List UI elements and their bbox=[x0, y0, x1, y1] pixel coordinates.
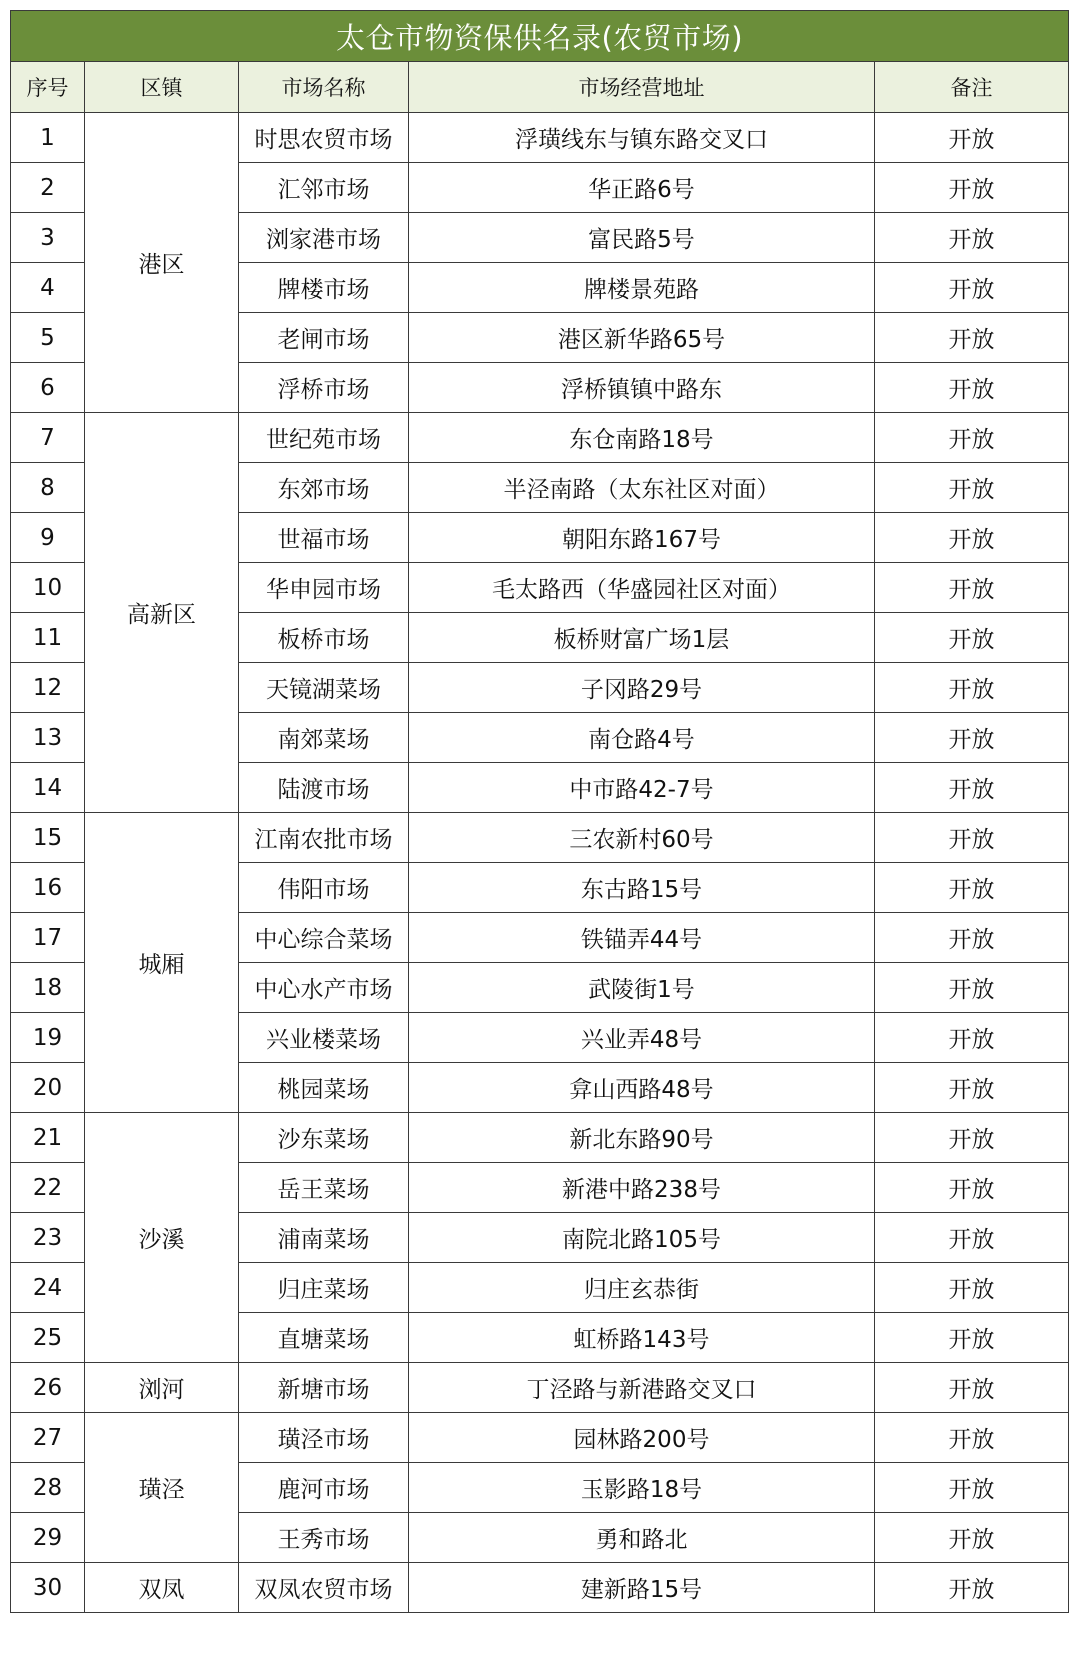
cell-address: 铁锚弄44号 bbox=[409, 913, 875, 963]
table-row bbox=[11, 1113, 1069, 1163]
cell-market-name: 东郊市场 bbox=[239, 463, 409, 513]
cell-market-name: 老闸市场 bbox=[239, 313, 409, 363]
cell-town: 璜泾 bbox=[85, 1413, 239, 1563]
cell-market-name: 岳王菜场 bbox=[239, 1163, 409, 1213]
cell-market-name: 桃园菜场 bbox=[239, 1063, 409, 1113]
market-directory-sheet bbox=[10, 10, 1068, 1613]
cell-address: 华正路6号 bbox=[409, 163, 875, 213]
cell-no: 3 bbox=[11, 213, 85, 263]
cell-market-name: 归庄菜场 bbox=[239, 1263, 409, 1313]
cell-market-name: 江南农批市场 bbox=[239, 813, 409, 863]
cell-no: 26 bbox=[11, 1363, 85, 1413]
table-row bbox=[11, 1413, 1069, 1463]
cell-market-name: 牌楼市场 bbox=[239, 263, 409, 313]
cell-address: 港区新华路65号 bbox=[409, 313, 875, 363]
cell-note: 开放 bbox=[875, 363, 1069, 413]
cell-no: 2 bbox=[11, 163, 85, 213]
cell-market-name: 世纪苑市场 bbox=[239, 413, 409, 463]
cell-town: 沙溪 bbox=[85, 1113, 239, 1363]
cell-address: 东古路15号 bbox=[409, 863, 875, 913]
cell-address: 归庄玄恭街 bbox=[409, 1263, 875, 1313]
cell-town: 高新区 bbox=[85, 413, 239, 813]
cell-note: 开放 bbox=[875, 613, 1069, 663]
cell-no: 25 bbox=[11, 1313, 85, 1363]
cell-market-name: 王秀市场 bbox=[239, 1513, 409, 1563]
cell-market-name: 天镜湖菜场 bbox=[239, 663, 409, 713]
cell-no: 20 bbox=[11, 1063, 85, 1113]
cell-no: 9 bbox=[11, 513, 85, 563]
cell-address: 朝阳东路167号 bbox=[409, 513, 875, 563]
cell-note: 开放 bbox=[875, 1063, 1069, 1113]
cell-address: 勇和路北 bbox=[409, 1513, 875, 1563]
cell-address: 子冈路29号 bbox=[409, 663, 875, 713]
cell-note: 开放 bbox=[875, 313, 1069, 363]
cell-market-name: 兴业楼菜场 bbox=[239, 1013, 409, 1063]
cell-no: 10 bbox=[11, 563, 85, 613]
table-row bbox=[11, 1363, 1069, 1413]
cell-address: 南仓路4号 bbox=[409, 713, 875, 763]
cell-note: 开放 bbox=[875, 263, 1069, 313]
cell-note: 开放 bbox=[875, 463, 1069, 513]
cell-note: 开放 bbox=[875, 913, 1069, 963]
table-row bbox=[11, 413, 1069, 463]
cell-address: 园林路200号 bbox=[409, 1413, 875, 1463]
cell-town: 城厢 bbox=[85, 813, 239, 1113]
cell-no: 27 bbox=[11, 1413, 85, 1463]
cell-note: 开放 bbox=[875, 763, 1069, 813]
cell-market-name: 浮桥市场 bbox=[239, 363, 409, 413]
cell-market-name: 鹿河市场 bbox=[239, 1463, 409, 1513]
column-header-town: 区镇 bbox=[85, 62, 239, 113]
cell-market-name: 璜泾市场 bbox=[239, 1413, 409, 1463]
cell-no: 21 bbox=[11, 1113, 85, 1163]
cell-town: 港区 bbox=[85, 113, 239, 413]
cell-note: 开放 bbox=[875, 1213, 1069, 1263]
cell-address: 丁泾路与新港路交叉口 bbox=[409, 1363, 875, 1413]
cell-note: 开放 bbox=[875, 1313, 1069, 1363]
cell-no: 23 bbox=[11, 1213, 85, 1263]
cell-note: 开放 bbox=[875, 113, 1069, 163]
column-header-note: 备注 bbox=[875, 62, 1069, 113]
table-row bbox=[11, 1563, 1069, 1613]
cell-note: 开放 bbox=[875, 1563, 1069, 1613]
cell-address: 武陵街1号 bbox=[409, 963, 875, 1013]
table-row bbox=[11, 113, 1069, 163]
cell-market-name: 沙东菜场 bbox=[239, 1113, 409, 1163]
cell-address: 浮璜线东与镇东路交叉口 bbox=[409, 113, 875, 163]
cell-no: 4 bbox=[11, 263, 85, 313]
cell-market-name: 世福市场 bbox=[239, 513, 409, 563]
cell-town: 双凤 bbox=[85, 1563, 239, 1613]
cell-address: 建新路15号 bbox=[409, 1563, 875, 1613]
cell-no: 18 bbox=[11, 963, 85, 1013]
cell-no: 16 bbox=[11, 863, 85, 913]
cell-address: 兴业弄48号 bbox=[409, 1013, 875, 1063]
cell-market-name: 浦南菜场 bbox=[239, 1213, 409, 1263]
cell-address: 玉影路18号 bbox=[409, 1463, 875, 1513]
cell-market-name: 陆渡市场 bbox=[239, 763, 409, 813]
title-row bbox=[11, 11, 1069, 62]
cell-market-name: 汇邻市场 bbox=[239, 163, 409, 213]
cell-address: 新港中路238号 bbox=[409, 1163, 875, 1213]
header-row bbox=[11, 62, 1069, 113]
cell-no: 22 bbox=[11, 1163, 85, 1213]
cell-note: 开放 bbox=[875, 1463, 1069, 1513]
cell-address: 毛太路西（华盛园社区对面） bbox=[409, 563, 875, 613]
cell-address: 中市路42-7号 bbox=[409, 763, 875, 813]
cell-note: 开放 bbox=[875, 713, 1069, 763]
cell-market-name: 中心水产市场 bbox=[239, 963, 409, 1013]
cell-market-name: 时思农贸市场 bbox=[239, 113, 409, 163]
cell-market-name: 华申园市场 bbox=[239, 563, 409, 613]
column-header-no: 序号 bbox=[11, 62, 85, 113]
table-title: 太仓市物资保供名录(农贸市场) bbox=[11, 11, 1069, 62]
cell-no: 8 bbox=[11, 463, 85, 513]
cell-address: 弇山西路48号 bbox=[409, 1063, 875, 1113]
cell-town: 浏河 bbox=[85, 1363, 239, 1413]
cell-address: 新北东路90号 bbox=[409, 1113, 875, 1163]
cell-no: 29 bbox=[11, 1513, 85, 1563]
cell-no: 14 bbox=[11, 763, 85, 813]
cell-address: 牌楼景苑路 bbox=[409, 263, 875, 313]
cell-no: 19 bbox=[11, 1013, 85, 1063]
cell-no: 12 bbox=[11, 663, 85, 713]
cell-note: 开放 bbox=[875, 963, 1069, 1013]
cell-note: 开放 bbox=[875, 663, 1069, 713]
cell-note: 开放 bbox=[875, 163, 1069, 213]
cell-market-name: 板桥市场 bbox=[239, 613, 409, 663]
cell-market-name: 双凤农贸市场 bbox=[239, 1563, 409, 1613]
cell-address: 东仓南路18号 bbox=[409, 413, 875, 463]
cell-address: 富民路5号 bbox=[409, 213, 875, 263]
cell-no: 17 bbox=[11, 913, 85, 963]
cell-market-name: 直塘菜场 bbox=[239, 1313, 409, 1363]
cell-address: 板桥财富广场1层 bbox=[409, 613, 875, 663]
cell-note: 开放 bbox=[875, 1263, 1069, 1313]
cell-market-name: 中心综合菜场 bbox=[239, 913, 409, 963]
cell-no: 13 bbox=[11, 713, 85, 763]
cell-note: 开放 bbox=[875, 863, 1069, 913]
cell-note: 开放 bbox=[875, 563, 1069, 613]
cell-no: 30 bbox=[11, 1563, 85, 1613]
cell-address: 南院北路105号 bbox=[409, 1213, 875, 1263]
market-table bbox=[10, 10, 1069, 1613]
cell-address: 半泾南路（太东社区对面） bbox=[409, 463, 875, 513]
cell-note: 开放 bbox=[875, 1163, 1069, 1213]
cell-market-name: 新塘市场 bbox=[239, 1363, 409, 1413]
cell-market-name: 南郊菜场 bbox=[239, 713, 409, 763]
column-header-address: 市场经营地址 bbox=[409, 62, 875, 113]
cell-note: 开放 bbox=[875, 1113, 1069, 1163]
cell-no: 24 bbox=[11, 1263, 85, 1313]
cell-market-name: 伟阳市场 bbox=[239, 863, 409, 913]
cell-no: 6 bbox=[11, 363, 85, 413]
cell-note: 开放 bbox=[875, 1363, 1069, 1413]
cell-note: 开放 bbox=[875, 1513, 1069, 1563]
cell-market-name: 浏家港市场 bbox=[239, 213, 409, 263]
cell-note: 开放 bbox=[875, 213, 1069, 263]
cell-no: 28 bbox=[11, 1463, 85, 1513]
cell-address: 三农新村60号 bbox=[409, 813, 875, 863]
cell-note: 开放 bbox=[875, 1413, 1069, 1463]
column-header-market-name: 市场名称 bbox=[239, 62, 409, 113]
cell-no: 5 bbox=[11, 313, 85, 363]
cell-address: 虹桥路143号 bbox=[409, 1313, 875, 1363]
cell-note: 开放 bbox=[875, 813, 1069, 863]
cell-note: 开放 bbox=[875, 413, 1069, 463]
cell-address: 浮桥镇镇中路东 bbox=[409, 363, 875, 413]
cell-note: 开放 bbox=[875, 513, 1069, 563]
cell-note: 开放 bbox=[875, 1013, 1069, 1063]
cell-no: 15 bbox=[11, 813, 85, 863]
cell-no: 1 bbox=[11, 113, 85, 163]
table-body bbox=[11, 113, 1069, 1613]
cell-no: 7 bbox=[11, 413, 85, 463]
table-row bbox=[11, 813, 1069, 863]
cell-no: 11 bbox=[11, 613, 85, 663]
